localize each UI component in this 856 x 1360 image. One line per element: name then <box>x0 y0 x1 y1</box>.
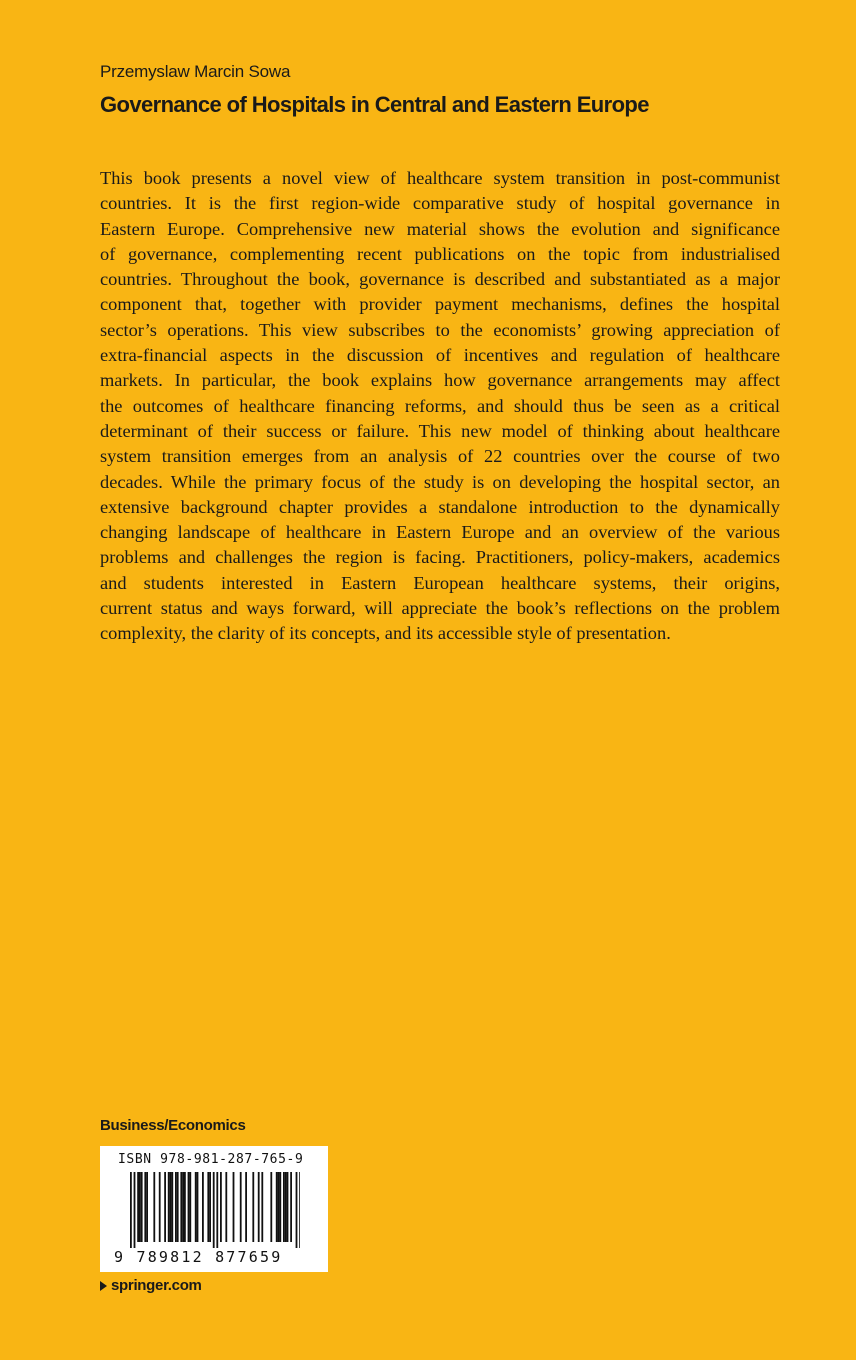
blurb-line: changing landscape of healthcare in Eastern Europe and an overview of the various <box>100 522 780 543</box>
blurb-line: extra-financial aspects in the discussion of incentives and regulation of healthcare <box>100 345 780 366</box>
barcode-bar <box>168 1172 170 1242</box>
barcode-bar <box>197 1172 199 1242</box>
barcode-bar <box>141 1172 143 1242</box>
barcode-bar <box>283 1172 285 1242</box>
barcode-bar <box>287 1172 289 1242</box>
book-title: Governance of Hospitals in Central and Eastern Europe <box>100 92 649 117</box>
barcode-bar <box>245 1172 247 1242</box>
website-link[interactable] <box>100 1277 202 1294</box>
barcode-bar <box>276 1172 278 1242</box>
barcode-bar <box>220 1172 222 1242</box>
author-name: Przemyslaw Marcin Sowa <box>100 62 291 81</box>
blurb-line: component that, together with provider payment mechanisms, defines the hospital <box>100 294 780 315</box>
blurb-line: of governance, complementing recent publications on the topic from industrialised <box>100 243 780 264</box>
blurb-line: This book presents a novel view of healthcare system transition in post-communist <box>100 168 780 188</box>
barcode-bar <box>233 1172 235 1242</box>
blurb-line: sector’s operations. This view subscribes to the economists’ growing appreciation of <box>100 319 780 340</box>
category-label: Business/Economics <box>100 1117 246 1134</box>
blurb-line: countries. Throughout the book, governance is described and substantiated as a major <box>100 269 780 290</box>
barcode-bar <box>177 1172 179 1242</box>
blurb-line: decades. While the primary focus of the study is on developing the hospital sector, an <box>100 471 780 492</box>
blurb-line: the outcomes of healthcare financing reforms, and should thus be seen as a critical <box>100 395 780 416</box>
blurb-line: extensive background chapter provides a standalone introduction to the dynamically <box>100 496 780 517</box>
barcode-bar <box>207 1172 209 1242</box>
barcode-bar <box>202 1172 204 1242</box>
barcode-bar <box>164 1172 166 1242</box>
blurb-line: determinant of their success or failure. This new model of thinking about healthcare <box>100 420 780 441</box>
barcode-bar <box>153 1172 155 1242</box>
barcode-bar <box>252 1172 254 1242</box>
blurb-line: Eastern Europe. Comprehensive new material shows the evolution and significance <box>100 218 780 239</box>
barcode-bar <box>188 1172 190 1242</box>
barcode-bar <box>170 1172 172 1242</box>
barcode-bar <box>285 1172 287 1242</box>
barcode-bar <box>290 1172 292 1242</box>
barcode-bar <box>139 1172 141 1242</box>
blurb-line: countries. It is the first region-wide comparative study of hospital governance in <box>100 193 780 214</box>
blurb <box>100 166 780 647</box>
barcode-bar <box>270 1172 272 1242</box>
barcode-bar <box>189 1172 191 1242</box>
barcode-bar <box>171 1172 173 1242</box>
barcode-bar <box>258 1172 260 1242</box>
blurb-line: markets. In particular, the book explains how governance arrangements may affect <box>100 370 780 391</box>
barcode-bar <box>130 1172 132 1248</box>
blurb-line: system transition emerges from an analysis of 22 countries over the course of two <box>100 446 780 467</box>
barcode-bar <box>261 1172 263 1242</box>
blurb-line: and students interested in Eastern European healthcare systems, their origins, <box>100 572 780 593</box>
right-triangle-arrow-icon <box>100 1281 107 1291</box>
barcode-bar <box>209 1172 211 1242</box>
barcode-bar <box>146 1172 148 1242</box>
barcode-bars <box>130 1172 300 1248</box>
barcode-bar <box>279 1172 281 1242</box>
barcode-bar <box>144 1172 146 1242</box>
barcode-bar <box>225 1172 227 1242</box>
blurb-line: current status and ways forward, will appreciate the book’s reflections on the problem <box>100 598 780 619</box>
barcode-bar <box>175 1172 177 1242</box>
barcode-bar <box>278 1172 280 1242</box>
barcode-bar <box>213 1172 215 1248</box>
barcode-bar <box>299 1172 300 1248</box>
barcode-bar <box>137 1172 139 1242</box>
barcode-bar <box>182 1172 184 1242</box>
barcode-box <box>100 1146 328 1272</box>
barcode-bar <box>184 1172 186 1242</box>
barcode-digits: 9 789812 877659 <box>114 1248 283 1266</box>
website-label: springer.com <box>111 1277 202 1294</box>
blurb-line: problems and challenges the region is facing. Practitioners, policy-makers, academics <box>100 547 780 568</box>
barcode-bar <box>134 1172 136 1248</box>
barcode-bar <box>180 1172 182 1242</box>
barcode-bar <box>240 1172 242 1242</box>
barcode-bar <box>296 1172 298 1248</box>
barcode-bar <box>216 1172 218 1248</box>
barcode-bar <box>195 1172 197 1242</box>
barcode-bar <box>159 1172 161 1242</box>
blurb-line: complexity, the clarity of its concepts, and its accessible style of presentation. <box>100 623 671 644</box>
isbn-label: ISBN 978-981-287-765-9 <box>118 1152 304 1167</box>
